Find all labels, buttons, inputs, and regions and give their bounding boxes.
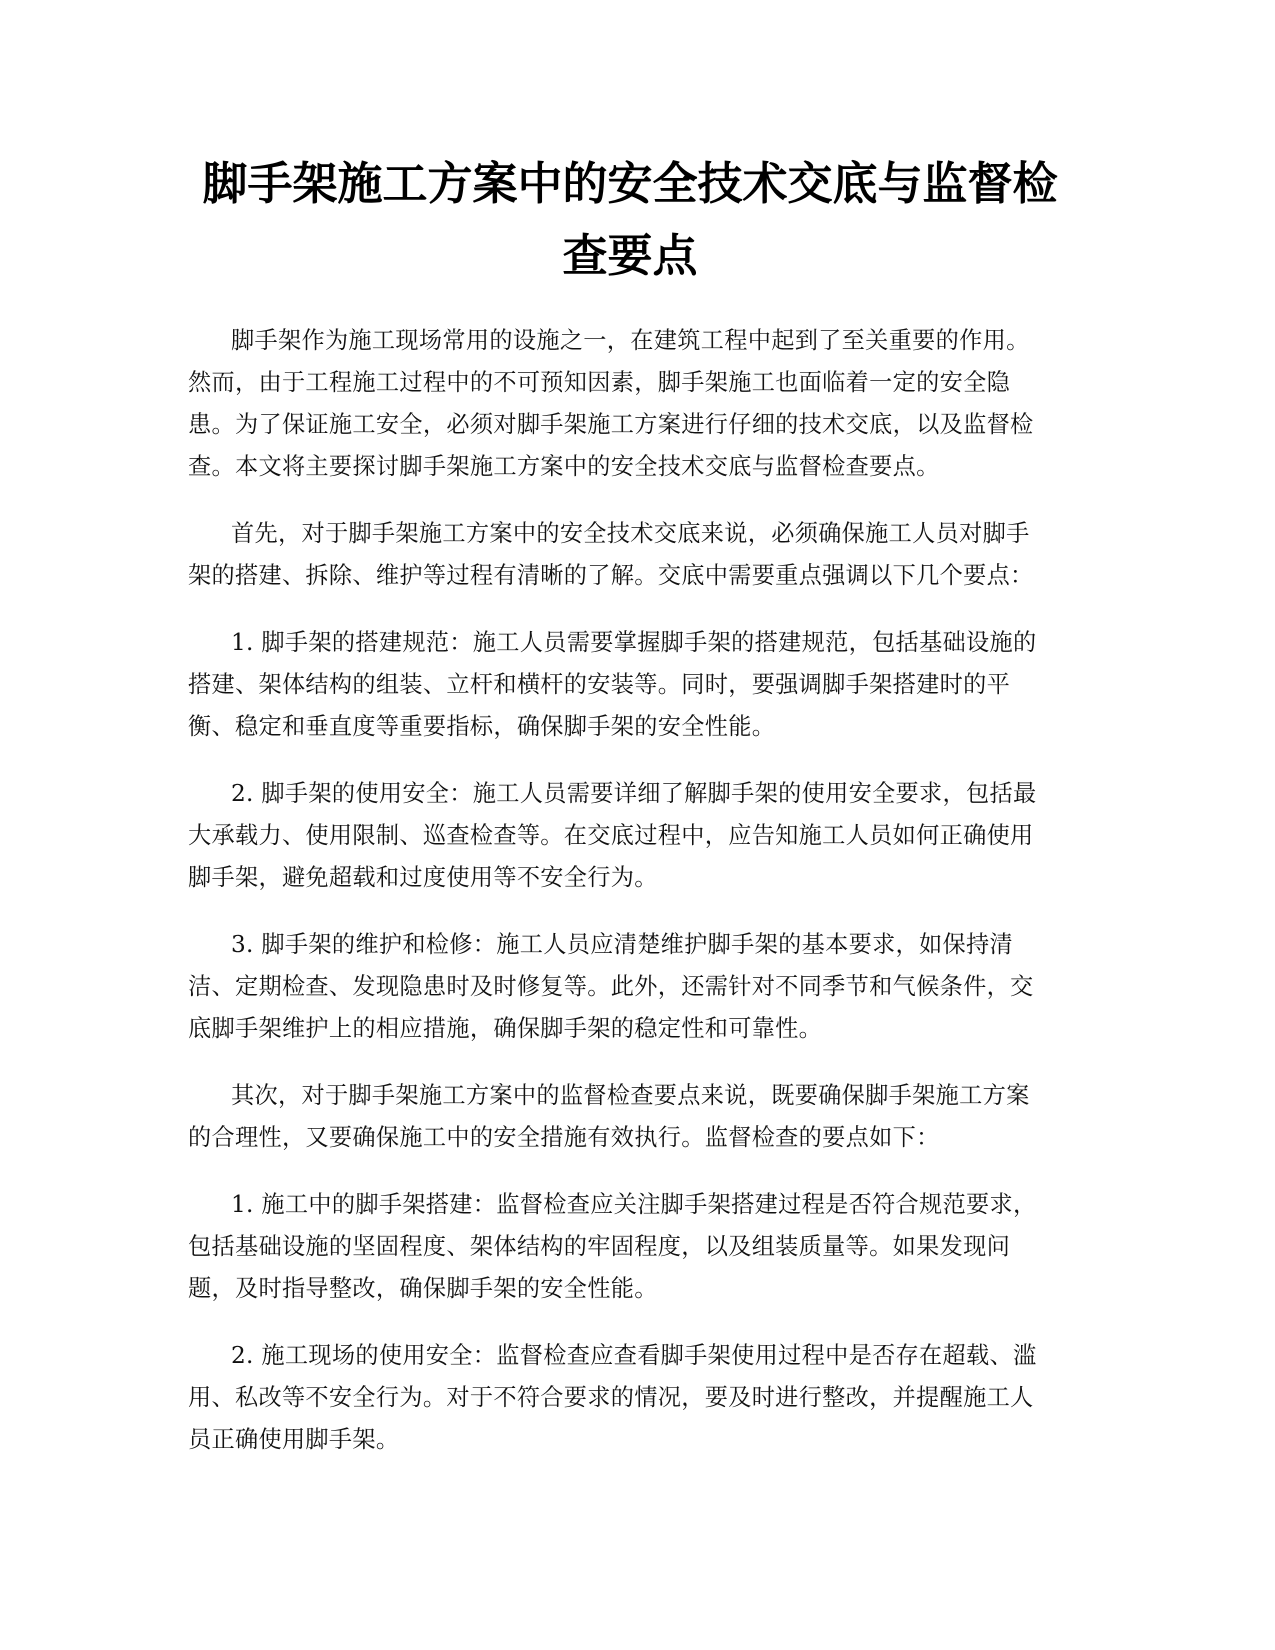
paragraph-line: 包括基础设施的坚固程度、架体结构的牢固程度，以及组装质量等。如果发现问 <box>188 1233 1011 1260</box>
paragraph-line: 洁、定期检查、发现隐患时及时修复等。此外，还需针对不同季节和气候条件，交 <box>188 973 1034 1000</box>
paragraph-line: 1. 施工中的脚手架搭建：监督检查应关注脚手架搭建过程是否符合规范要求， <box>231 1191 1037 1218</box>
paragraph-point-2-usage <box>188 773 1088 899</box>
paragraph-line: 的合理性，又要确保施工中的安全措施有效执行。监督检查的要点如下： <box>188 1124 940 1151</box>
paragraph-line: 脚手架作为施工现场常用的设施之一，在建筑工程中起到了至关重要的作用。 <box>231 327 1030 354</box>
paragraph-line: 架的搭建、拆除、维护等过程有清晰的了解。交底中需要重点强调以下几个要点： <box>188 562 1034 589</box>
title-line-2: 查要点 <box>562 229 698 282</box>
paragraph-line: 首先，对于脚手架施工方案中的安全技术交底来说，必须确保施工人员对脚手 <box>231 520 1030 547</box>
paragraph-inspection-point-2 <box>188 1335 1088 1461</box>
paragraph-line: 员正确使用脚手架。 <box>188 1426 400 1453</box>
paragraph-line: 2. 施工现场的使用安全：监督检查应查看脚手架使用过程中是否存在超载、滥 <box>231 1342 1037 1369</box>
paragraph-line: 查。本文将主要探讨脚手架施工方案中的安全技术交底与监督检查要点。 <box>188 453 940 480</box>
paragraph-line: 用、私改等不安全行为。对于不符合要求的情况，要及时进行整改，并提醒施工人 <box>188 1384 1034 1411</box>
document-title <box>180 148 1080 292</box>
paragraph-line: 其次，对于脚手架施工方案中的监督检查要点来说，既要确保脚手架施工方案 <box>231 1082 1030 1109</box>
paragraph-line: 底脚手架维护上的相应措施，确保脚手架的稳定性和可靠性。 <box>188 1015 823 1042</box>
paragraph-point-1-erection <box>188 622 1088 748</box>
paragraph-point-3-maintenance <box>188 924 1088 1050</box>
paragraph-intro <box>188 320 1088 488</box>
paragraph-line: 搭建、架体结构的组装、立杆和横杆的安装等。同时，要强调脚手架搭建时的平 <box>188 671 1011 698</box>
paragraph-line: 脚手架，避免超载和过度使用等不安全行为。 <box>188 864 658 891</box>
paragraph-line: 衡、稳定和垂直度等重要指标，确保脚手架的安全性能。 <box>188 713 776 740</box>
paragraph-line: 题，及时指导整改，确保脚手架的安全性能。 <box>188 1275 658 1302</box>
paragraph-line: 患。为了保证施工安全，必须对脚手架施工方案进行仔细的技术交底，以及监督检 <box>188 411 1034 438</box>
paragraph-line: 然而，由于工程施工过程中的不可预知因素，脚手架施工也面临着一定的安全隐 <box>188 369 1011 396</box>
paragraph-line: 1. 脚手架的搭建规范：施工人员需要掌握脚手架的搭建规范，包括基础设施的 <box>231 629 1037 656</box>
paragraph-inspection-point-1 <box>188 1184 1088 1310</box>
paragraph-line: 3. 脚手架的维护和检修：施工人员应清楚维护脚手架的基本要求，如保持清 <box>231 931 1013 958</box>
paragraph-line: 大承载力、使用限制、巡查检查等。在交底过程中，应告知施工人员如何正确使用 <box>188 822 1034 849</box>
document-body <box>188 320 1088 1486</box>
paragraph-first-section <box>188 513 1088 597</box>
paragraph-line: 2. 脚手架的使用安全：施工人员需要详细了解脚手架的使用安全要求，包括最 <box>231 780 1037 807</box>
title-line-1: 脚手架施工方案中的安全技术交底与监督检 <box>202 157 1058 210</box>
paragraph-second-section <box>188 1075 1088 1159</box>
